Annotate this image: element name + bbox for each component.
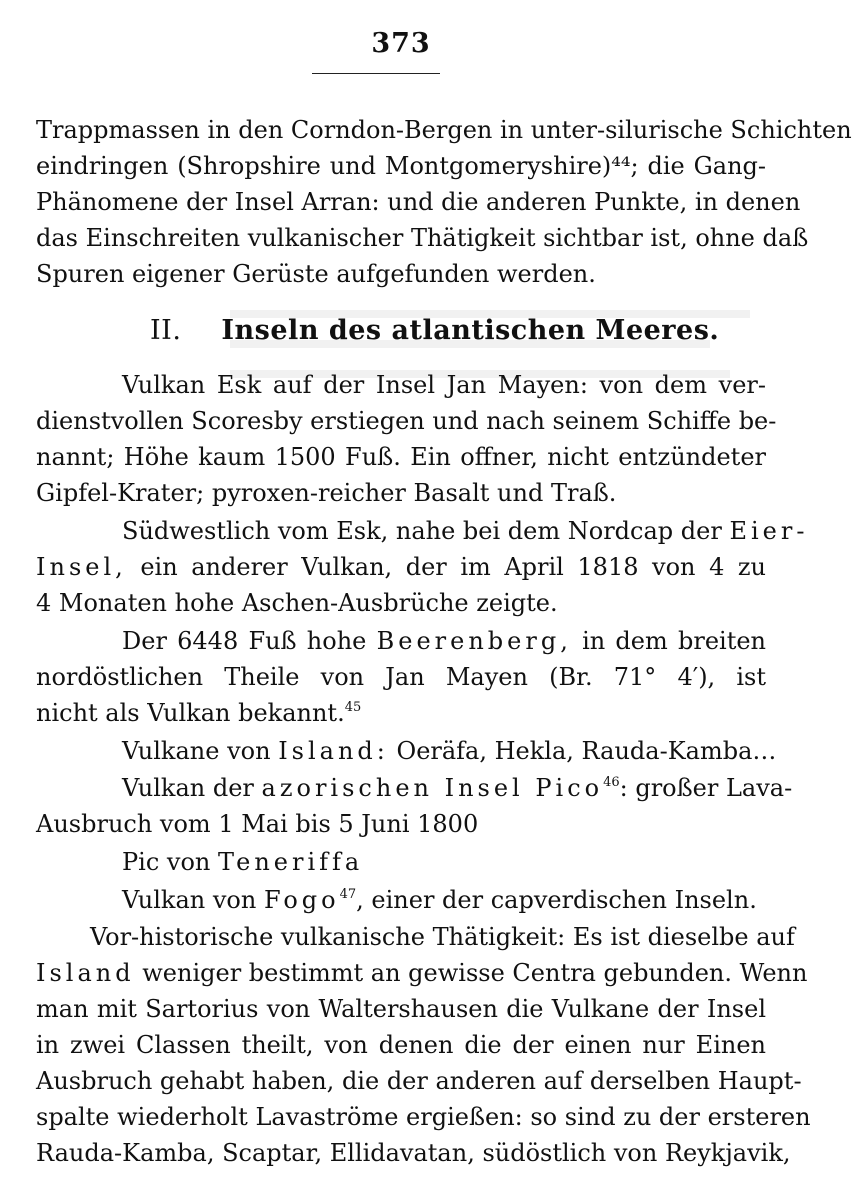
footnote-ref: 47 xyxy=(339,887,357,902)
spaced-term: Fogo xyxy=(263,886,340,914)
text-line: nordöstlichen Theile von Jan Mayen (Br. 71° 4′), ist xyxy=(36,663,766,691)
text-line: das Einschreiten vulkanischer Thätigkeit sichtbar ist, ohne daß xyxy=(36,224,809,252)
text-line: 4 Monaten hohe Aschen-Ausbrüche zeigte. xyxy=(36,589,558,617)
text-line: Ausbruch gehabt haben, die der anderen auf derselben Haupt- xyxy=(36,1067,802,1095)
text-line xyxy=(122,845,766,879)
text-span: : großer Lava- xyxy=(619,774,793,802)
text-span: in dem breiten xyxy=(582,627,767,655)
text-line xyxy=(36,956,808,990)
text-span: Vulkane von xyxy=(122,737,271,765)
page-number: 373 xyxy=(371,28,431,59)
text-span: Vulkan der xyxy=(122,774,254,802)
text-span: weniger bestimmt an gewisse Centra gebunden. Wenn xyxy=(142,959,808,987)
spaced-term: Beerenberg, xyxy=(376,627,572,655)
spaced-term: Insel, xyxy=(36,553,127,581)
text-line: Phänomene der Insel Arran: und die anderen Punkte, in denen xyxy=(36,188,801,216)
text-span: Pic von xyxy=(122,848,211,876)
text-line: Spuren eigener Gerüste aufgefunden werden. xyxy=(36,260,596,288)
footnote-ref: 46 xyxy=(603,775,620,790)
text-line: spalte wiederholt Lavaströme ergießen: so sind zu der ersteren xyxy=(36,1103,811,1131)
footnote-ref: 45 xyxy=(344,700,362,715)
text-span: Der 6448 Fuß hohe xyxy=(122,627,367,655)
text-line: Gipfel-Krater; pyroxen-reicher Basalt und Traß. xyxy=(36,479,617,507)
text-line: Trappmassen in den Corndon-Bergen in unter-silurische Schichten xyxy=(36,116,852,144)
text-line: nannt; Höhe kaum 1500 Fuß. Ein offner, nicht entzündeter xyxy=(36,443,766,471)
section-number: II. xyxy=(150,315,182,346)
spaced-term: Teneriffa xyxy=(218,848,364,876)
text-line xyxy=(36,696,766,730)
spaced-term: Eier- xyxy=(729,517,809,545)
text-line: Vor-historische vulkanische Thätigkeit: Es ist dieselbe auf xyxy=(90,923,795,951)
text-line xyxy=(122,624,766,658)
spaced-term: Island: xyxy=(278,737,389,765)
text-line xyxy=(36,550,766,584)
spaced-term: azorischen Insel Pico xyxy=(261,774,604,802)
text-line xyxy=(122,514,809,548)
text-span: , einer der capverdischen Inseln. xyxy=(356,886,757,914)
text-line: Ausbruch vom 1 Mai bis 5 Juni 1800 xyxy=(36,810,479,838)
text-line: Vulkan Esk auf der Insel Jan Mayen: von dem ver- xyxy=(122,371,766,399)
text-span: Südwestlich vom Esk, nahe bei dem Nordcap der xyxy=(122,517,722,545)
text-line: dienstvollen Scoresby erstiegen und nach seinem Schiffe be- xyxy=(36,407,777,435)
text-line: Rauda-Kamba, Scaptar, Ellidavatan, südöstlich von Reykjavik, xyxy=(36,1139,791,1167)
text-line: in zwei Classen theilt, von denen die der einen nur Einen xyxy=(36,1031,766,1059)
header-rule xyxy=(312,73,440,74)
text-span: ein anderer Vulkan, der im April 1818 von 4 zu xyxy=(140,553,767,581)
section-heading xyxy=(150,314,720,348)
text-span: Vulkan von xyxy=(122,886,257,914)
text-line xyxy=(122,771,793,805)
text-line xyxy=(122,883,766,917)
spaced-term: Island xyxy=(36,959,135,987)
text-line: eindringen (Shropshire und Montgomeryshire)⁴⁴; die Gang- xyxy=(36,152,766,180)
text-span: Oeräfa, Hekla, Rauda-Kamba… xyxy=(396,737,777,765)
text-line: man mit Sartorius von Waltershausen die Vulkane der Insel xyxy=(36,995,766,1023)
text-line xyxy=(122,734,777,768)
section-title: Inseln des atlantischen Meeres. xyxy=(221,315,720,346)
text-span: nicht als Vulkan bekannt. xyxy=(36,699,345,727)
